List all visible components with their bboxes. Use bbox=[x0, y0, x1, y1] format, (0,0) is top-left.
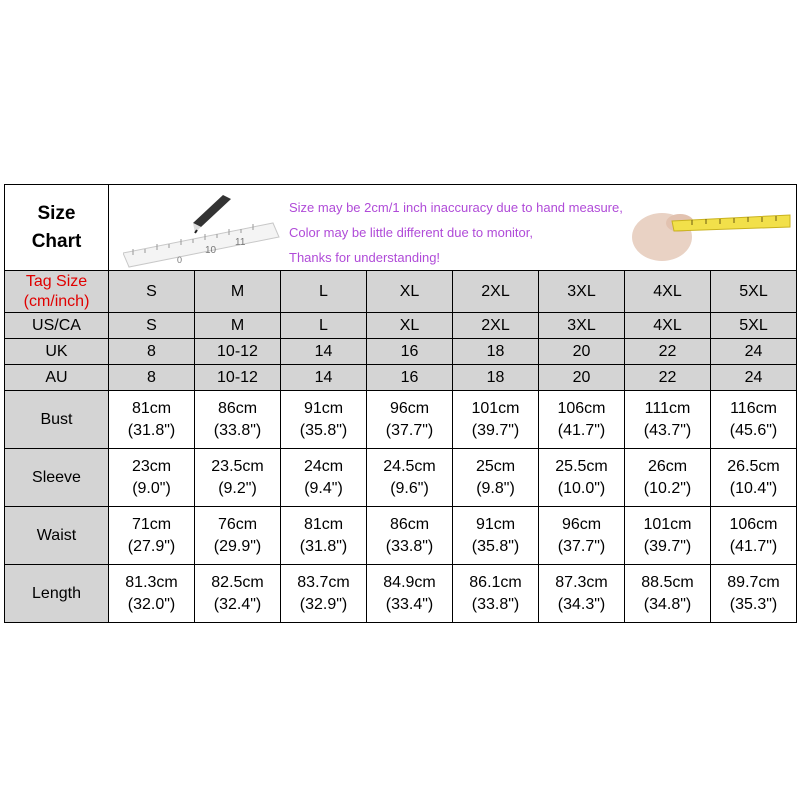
table-cell: M bbox=[195, 313, 281, 339]
inch-value: (45.6") bbox=[729, 421, 778, 439]
tag-size-cell: 2XL bbox=[453, 271, 539, 313]
inch-value: (33.8") bbox=[471, 595, 520, 613]
row-label: UK bbox=[5, 339, 109, 365]
note-color: Color may be little different due to monitor, bbox=[289, 225, 533, 240]
size-chart-title bbox=[5, 185, 109, 271]
cm-value: 86.1cm bbox=[469, 573, 522, 591]
measure-cell bbox=[367, 449, 453, 507]
title-line-2: Chart bbox=[31, 230, 82, 252]
cm-value: 88.5cm bbox=[641, 573, 694, 591]
inch-value: (32.9") bbox=[299, 595, 348, 613]
cm-value: 91cm bbox=[475, 515, 516, 533]
inch-value: (34.3") bbox=[557, 595, 606, 613]
cm-value: 89.7cm bbox=[727, 573, 780, 591]
measure-cell bbox=[109, 391, 195, 449]
table-cell: 10-12 bbox=[195, 339, 281, 365]
tag-size-cell: 4XL bbox=[625, 271, 711, 313]
waist-row bbox=[5, 507, 797, 565]
cm-value: 23.5cm bbox=[211, 457, 264, 475]
cm-value: 116cm bbox=[730, 399, 777, 417]
cm-value: 96cm bbox=[389, 399, 430, 417]
table-cell: 8 bbox=[109, 339, 195, 365]
table-cell: 18 bbox=[453, 365, 539, 391]
header-row bbox=[5, 185, 797, 271]
tag-size-cell: 5XL bbox=[711, 271, 797, 313]
measure-cell bbox=[195, 391, 281, 449]
cm-value: 106cm bbox=[729, 515, 778, 533]
cm-value: 81.3cm bbox=[125, 573, 178, 591]
row-label: Waist bbox=[5, 507, 109, 565]
table-cell: 16 bbox=[367, 339, 453, 365]
cm-value: 23cm bbox=[131, 457, 172, 475]
cm-value: 87.3cm bbox=[555, 573, 608, 591]
table-cell: 10-12 bbox=[195, 365, 281, 391]
inch-value: (35.3") bbox=[729, 595, 778, 613]
measure-cell bbox=[281, 507, 367, 565]
inch-value: (27.9") bbox=[127, 537, 176, 555]
inch-value: (39.7") bbox=[471, 421, 520, 439]
measure-cell bbox=[367, 565, 453, 623]
measuring-tape-hand-illustration bbox=[622, 195, 792, 265]
table-cell: 14 bbox=[281, 365, 367, 391]
measure-cell bbox=[711, 391, 797, 449]
measure-cell bbox=[195, 507, 281, 565]
uk-row bbox=[5, 339, 797, 365]
tag-size-cell: S bbox=[109, 271, 195, 313]
bust-row bbox=[5, 391, 797, 449]
ruler-tick-11: 11 bbox=[235, 237, 246, 248]
measure-cell bbox=[281, 449, 367, 507]
measure-cell bbox=[539, 565, 625, 623]
measure-cell bbox=[625, 391, 711, 449]
tag-size-cell: XL bbox=[367, 271, 453, 313]
cm-value: 91cm bbox=[303, 399, 344, 417]
cm-value: 24.5cm bbox=[383, 457, 436, 475]
banner bbox=[109, 185, 797, 271]
us-ca-row bbox=[5, 313, 797, 339]
cm-value: 71cm bbox=[131, 515, 172, 533]
cm-value: 84.9cm bbox=[383, 573, 436, 591]
inch-value: (32.0") bbox=[127, 595, 176, 613]
row-label: Sleeve bbox=[5, 449, 109, 507]
table-cell: 3XL bbox=[539, 313, 625, 339]
inch-value: (10.2") bbox=[643, 479, 692, 497]
measure-cell bbox=[453, 565, 539, 623]
note-accuracy: Size may be 2cm/1 inch inaccuracy due to hand measure, bbox=[289, 200, 623, 215]
table-cell: 20 bbox=[539, 339, 625, 365]
tag-size-label bbox=[5, 271, 109, 313]
cm-value: 96cm bbox=[561, 515, 602, 533]
inch-value: (31.8") bbox=[127, 421, 176, 439]
cm-value: 86cm bbox=[389, 515, 430, 533]
inch-value: (9.2") bbox=[218, 479, 257, 497]
cm-value: 26cm bbox=[647, 457, 688, 475]
measure-cell bbox=[453, 507, 539, 565]
inch-value: (31.8") bbox=[299, 537, 348, 555]
au-row bbox=[5, 365, 797, 391]
measure-cell bbox=[539, 507, 625, 565]
table-cell: 8 bbox=[109, 365, 195, 391]
size-chart-table bbox=[4, 184, 797, 623]
measurement-notes bbox=[289, 195, 623, 270]
cm-value: 81cm bbox=[303, 515, 344, 533]
row-label: US/CA bbox=[5, 313, 109, 339]
measure-cell bbox=[711, 449, 797, 507]
measure-cell bbox=[453, 449, 539, 507]
ruler-tick-10: 10 bbox=[205, 245, 217, 256]
inch-value: (9.0") bbox=[132, 479, 171, 497]
cm-value: 24cm bbox=[303, 457, 344, 475]
length-row bbox=[5, 565, 797, 623]
inch-value: (37.7") bbox=[557, 537, 606, 555]
inch-value: (32.4") bbox=[213, 595, 262, 613]
inch-value: (33.4") bbox=[385, 595, 434, 613]
inch-value: (10.4") bbox=[729, 479, 778, 497]
inch-value: (35.8") bbox=[471, 537, 520, 555]
table-cell: 24 bbox=[711, 339, 797, 365]
note-thanks: Thanks for understanding! bbox=[289, 250, 441, 265]
inch-value: (10.0") bbox=[557, 479, 606, 497]
inch-value: (35.8") bbox=[299, 421, 348, 439]
inch-value: (37.7") bbox=[385, 421, 434, 439]
measure-cell bbox=[281, 391, 367, 449]
inch-value: (34.8") bbox=[643, 595, 692, 613]
table-cell: 24 bbox=[711, 365, 797, 391]
inch-value: (9.6") bbox=[390, 479, 429, 497]
table-cell: 22 bbox=[625, 365, 711, 391]
table-cell: XL bbox=[367, 313, 453, 339]
ruler-tick-0: 0 bbox=[177, 255, 183, 265]
tag-size-label-line1: Tag Size bbox=[25, 272, 88, 290]
tag-size-label-line2: (cm/inch) bbox=[23, 292, 90, 310]
inch-value: (41.7") bbox=[729, 537, 778, 555]
cm-value: 26.5cm bbox=[727, 457, 780, 475]
measure-cell bbox=[367, 391, 453, 449]
tag-size-row bbox=[5, 271, 797, 313]
cm-value: 86cm bbox=[217, 399, 258, 417]
measure-cell bbox=[195, 565, 281, 623]
cm-value: 25cm bbox=[475, 457, 516, 475]
title-line-1: Size bbox=[37, 202, 76, 224]
sleeve-row bbox=[5, 449, 797, 507]
cm-value: 101cm bbox=[471, 399, 520, 417]
measure-cell bbox=[109, 449, 195, 507]
table-cell: 5XL bbox=[711, 313, 797, 339]
measure-cell bbox=[195, 449, 281, 507]
inch-value: (41.7") bbox=[557, 421, 606, 439]
table-cell: 4XL bbox=[625, 313, 711, 339]
tag-size-cell: L bbox=[281, 271, 367, 313]
measure-cell bbox=[539, 449, 625, 507]
table-cell: 2XL bbox=[453, 313, 539, 339]
tag-size-cell: 3XL bbox=[539, 271, 625, 313]
tag-size-cell: M bbox=[195, 271, 281, 313]
table-cell: 16 bbox=[367, 365, 453, 391]
measure-cell bbox=[109, 507, 195, 565]
table-cell: L bbox=[281, 313, 367, 339]
measure-cell bbox=[625, 449, 711, 507]
cm-value: 82.5cm bbox=[211, 573, 264, 591]
measure-cell bbox=[367, 507, 453, 565]
measure-cell bbox=[539, 391, 625, 449]
table-cell: 18 bbox=[453, 339, 539, 365]
inch-value: (33.8") bbox=[385, 537, 434, 555]
cm-value: 81cm bbox=[131, 399, 172, 417]
measure-cell bbox=[625, 507, 711, 565]
cm-value: 76cm bbox=[217, 515, 258, 533]
inch-value: (43.7") bbox=[643, 421, 692, 439]
table-cell: S bbox=[109, 313, 195, 339]
inch-value: (29.9") bbox=[213, 537, 262, 555]
measure-cell bbox=[109, 565, 195, 623]
pencil-ruler-illustration bbox=[123, 193, 283, 269]
row-label: Length bbox=[5, 565, 109, 623]
measure-cell bbox=[711, 507, 797, 565]
row-label: Bust bbox=[5, 391, 109, 449]
cm-value: 25.5cm bbox=[555, 457, 608, 475]
cm-value: 101cm bbox=[643, 515, 692, 533]
inch-value: (39.7") bbox=[643, 537, 692, 555]
measure-cell bbox=[625, 565, 711, 623]
table-cell: 20 bbox=[539, 365, 625, 391]
table-cell: 14 bbox=[281, 339, 367, 365]
measure-cell bbox=[711, 565, 797, 623]
measure-cell bbox=[281, 565, 367, 623]
measure-cell bbox=[453, 391, 539, 449]
inch-value: (9.4") bbox=[304, 479, 343, 497]
cm-value: 111cm bbox=[644, 399, 691, 417]
table-cell: 22 bbox=[625, 339, 711, 365]
inch-value: (33.8") bbox=[213, 421, 262, 439]
cm-value: 106cm bbox=[557, 399, 606, 417]
row-label: AU bbox=[5, 365, 109, 391]
inch-value: (9.8") bbox=[476, 479, 515, 497]
cm-value: 83.7cm bbox=[297, 573, 350, 591]
